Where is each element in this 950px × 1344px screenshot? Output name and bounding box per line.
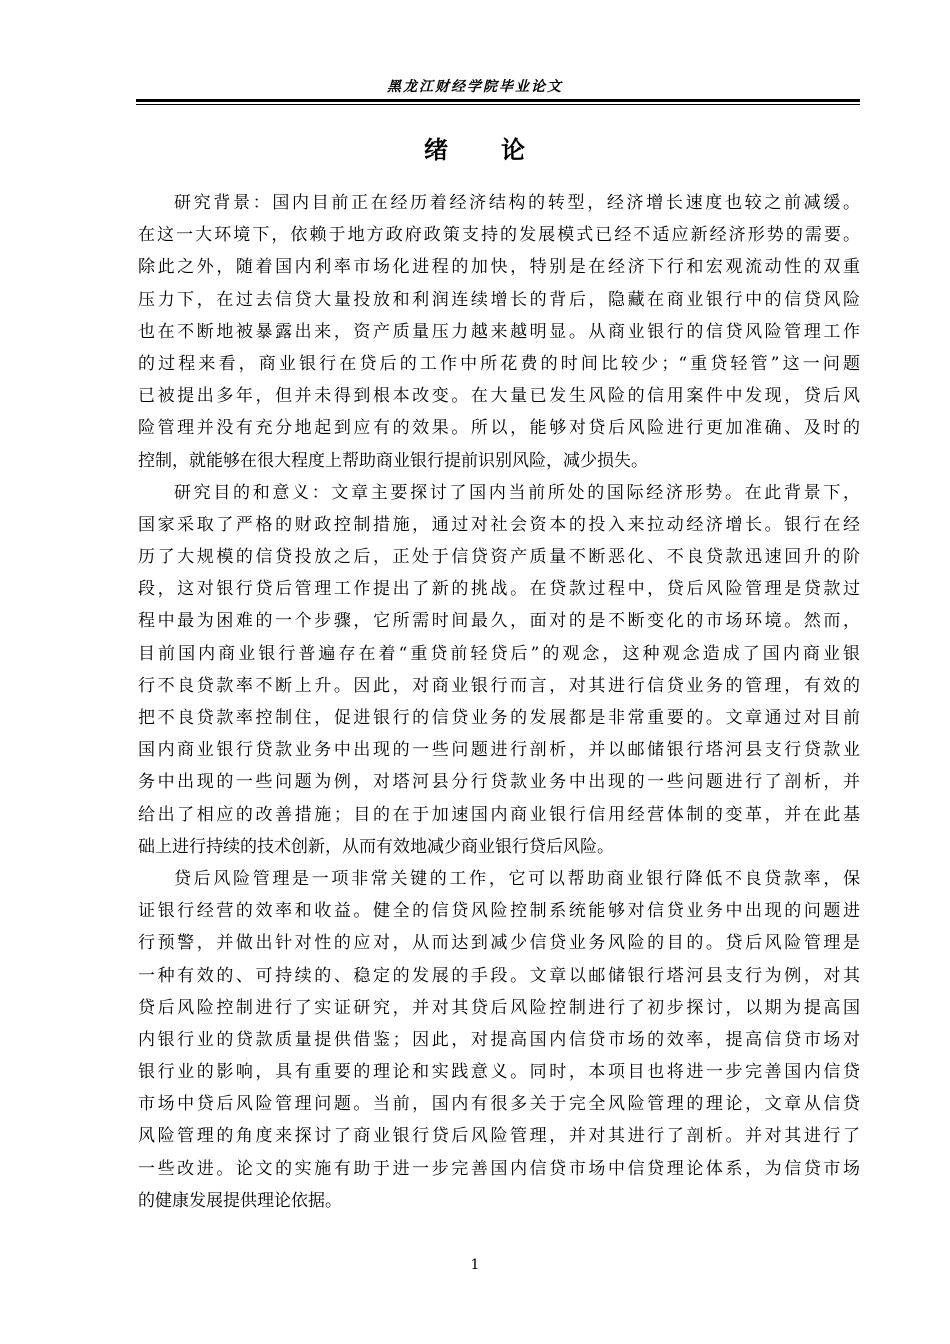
body-text [138,187,860,1217]
paragraph-3-line: 内银行业的贷款质量提供借鉴；因此，对提高国内信贷市场的效率，提高信贷市场对 [138,1029,860,1050]
paragraph-1-line: 已被提出多年，但并未得到根本改变。在大量已发生风险的信用案件中发现，贷后风 [138,386,860,407]
paragraph-1-line: 研究背景：国内目前正在经历着经济结构的转型，经济增长速度也较之前减缓。 [174,193,860,213]
header-rule-thin [136,104,860,105]
paragraph-2-line: 础上进行持续的技术创新，从而有效地减少商业银行贷后风险。 [138,836,614,857]
paragraph-2-line: 国内商业银行贷款业务中出现的一些问题进行剖析，并以邮储银行塔河县支行贷款业 [138,740,860,761]
paragraph-3-line: 证银行经营的效率和收益。健全的信贷风险控制系统能够对信贷业务中出现的问题进 [138,901,860,922]
paragraph-2-line: 程中最为困难的一个步骤，它所需时间最久，面对的是不断变化的市场环境。然而， [138,611,860,632]
paragraph-1-line: 险管理并没有充分地起到应有的效果。所以，能够对贷后风险进行更加准确、及时的 [138,418,860,439]
paragraph-3-line: 一种有效的、可持续的、稳定的发展的手段。文章以邮储银行塔河县支行为例，对其 [138,965,860,986]
paragraph-1-line: 控制，就能够在很大程度上帮助商业银行提前识别风险，减少损失。 [138,450,648,471]
page-title-part-2: 论 [501,135,526,164]
paragraph-3-line: 一些改进。论文的实施有助于进一步完善国内信贷市场中信贷理论体系，为信贷市场 [138,1158,860,1179]
paragraph-2-line: 研究目的和意义：文章主要探讨了国内当前所处的国际经济形势。在此背景下， [174,482,860,503]
header-rule-thick [136,99,860,102]
page-title [0,133,950,167]
page-number: 1 [470,1257,480,1273]
paragraph-3-line: 贷后风险控制进行了实证研究，并对其贷后风险控制进行了初步探讨，以期为提高国 [138,997,860,1018]
paragraph-2-line: 把不良贷款率控制住，促进银行的信贷业务的发展都是非常重要的。文章通过对目前 [138,708,860,728]
paragraph-2-line: 目前国内商业银行普遍存在着“重贷前轻贷后”的观念，这种观念造成了国内商业银 [138,643,860,664]
running-header: 黑龙江财经学院毕业论文 [387,79,563,95]
paragraph-1-line: 压力下，在过去信贷大量投放和利润连续增长的背后，隐藏在商业银行中的信贷风险 [138,289,860,310]
paragraph-3-line: 风险管理的角度来探讨了商业银行贷后风险管理，并对其进行了剖析。并对其进行了 [138,1126,860,1147]
paragraph-3-line: 贷后风险管理是一项非常关键的工作，它可以帮助商业银行降低不良贷款率，保 [174,868,860,889]
paragraph-1-line: 也在不断地被暴露出来，资产质量压力越来越明显。从商业银行的信贷风险管理工作 [138,321,860,342]
paragraph-2-line: 国家采取了严格的财政控制措施，通过对社会资本的投入来拉动经济增长。银行在经 [138,514,860,535]
page-title-part-1: 绪 [424,135,449,164]
paragraph-3-line: 的健康发展提供理论依据。 [138,1190,342,1211]
paragraph-2-line: 行不良贷款率不断上升。因此，对商业银行而言，对其进行信贷业务的管理，有效的 [138,675,860,696]
paragraph-2-line: 段，这对银行贷后管理工作提出了新的挑战。在贷款过程中，贷后风险管理是贷款过 [138,579,860,600]
paragraph-3-line: 市场中贷后风险管理问题。当前，国内有很多关于完全风险管理的理论，文章从信贷 [138,1094,860,1115]
paragraph-3-line: 行预警，并做出针对性的应对，从而达到减少信贷业务风险的目的。贷后风险管理是 [138,933,860,954]
paragraph-1-line: 除此之外，随着国内利率市场化进程的加快，特别是在经济下行和宏观流动性的双重 [138,257,860,278]
paragraph-1-line: 在这一大环境下，依赖于地方政府政策支持的发展模式已经不适应新经济形势的需要。 [138,225,860,246]
paragraph-2-line: 给出了相应的改善措施；目的在于加速国内商业银行信用经营体制的变革，并在此基 [138,804,860,825]
paragraph-2-line: 务中出现的一些问题为例，对塔河县分行贷款业务中出现的一些问题进行了剖析，并 [138,772,860,793]
paragraph-1-line: 的过程来看，商业银行在贷后的工作中所花费的时间比较少；“重贷轻管”这一问题 [138,353,860,374]
paragraph-3-line: 银行业的影响，具有重要的理论和实践意义。同时，本项目也将进一步完善国内信贷 [138,1062,860,1083]
paragraph-2-line: 历了大规模的信贷投放之后，正处于信贷资产质量不断恶化、不良贷款迅速回升的阶 [138,547,860,568]
